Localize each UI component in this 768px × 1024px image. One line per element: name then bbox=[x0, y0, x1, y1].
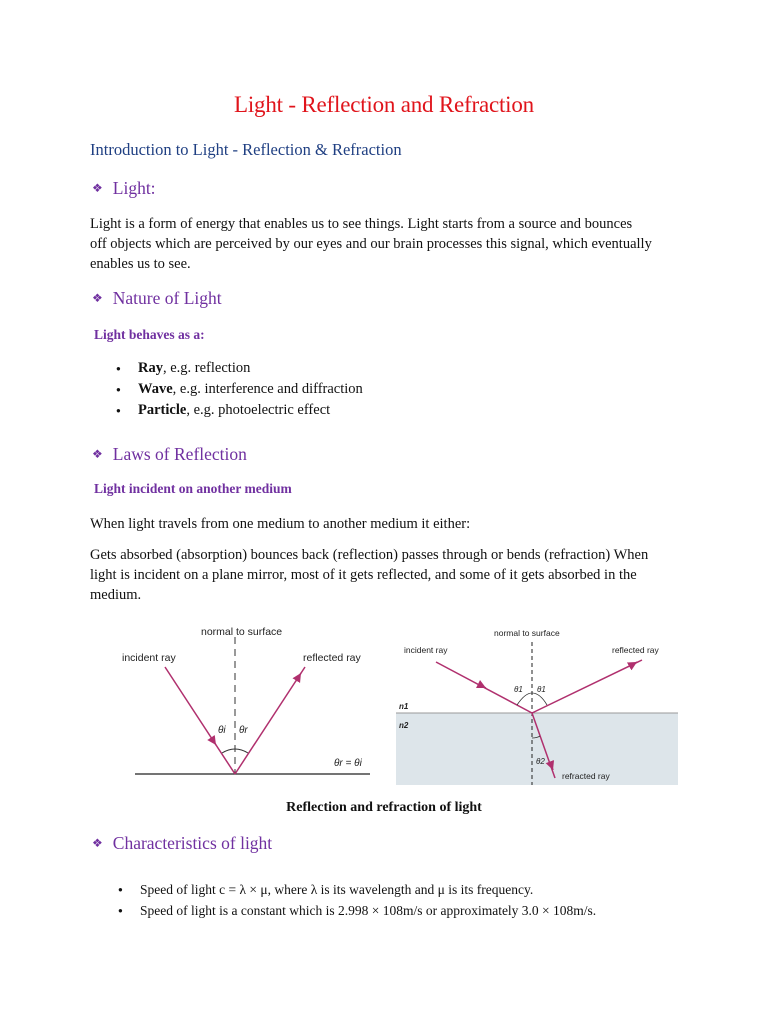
heading-nature-text: Nature of Light bbox=[112, 288, 222, 308]
reflected-label: reflected ray bbox=[303, 652, 361, 664]
characteristics-list bbox=[116, 879, 596, 921]
nature-subhead: Light behaves as a: bbox=[94, 327, 205, 342]
heading-light-text: Light: bbox=[112, 178, 156, 198]
nature-list bbox=[114, 358, 363, 421]
laws-paragraph-1: When light travels from one medium to another medium it either: bbox=[90, 516, 471, 532]
reflected-label: reflected ray bbox=[612, 645, 659, 655]
heading-light bbox=[92, 178, 156, 199]
light-paragraph-line: off objects which are perceived by our eyes and our brain processes this signal, which eventually bbox=[90, 236, 652, 252]
heading-laws bbox=[92, 444, 247, 465]
list-item: ● Speed of light c = λ × μ, where λ is its wavelength and μ is its frequency. bbox=[116, 879, 596, 900]
diamond-bullet-icon: ❖ bbox=[92, 447, 103, 461]
reflected-ray bbox=[235, 667, 305, 774]
diamond-bullet-icon: ❖ bbox=[92, 291, 103, 305]
light-paragraph-line: enables us to see. bbox=[90, 256, 191, 272]
medium-2-region bbox=[396, 713, 678, 785]
reflected-ray-arrow-icon bbox=[296, 673, 301, 681]
n2-label: n2 bbox=[399, 721, 409, 730]
incident-ray bbox=[165, 667, 235, 774]
theta-1-label: θ1 bbox=[514, 685, 523, 694]
light-paragraph-line: Light is a form of energy that enables us to see things. Light starts from a source and bounces bbox=[90, 216, 633, 232]
laws-subhead: Light incident on another medium bbox=[94, 481, 292, 496]
laws-paragraph-2 bbox=[90, 545, 690, 605]
theta-i-label: θi bbox=[218, 725, 226, 736]
list-item: ● Wave, e.g. interference and diffraction bbox=[114, 379, 363, 400]
theta-2-label: θ2 bbox=[536, 757, 545, 766]
incident-ray-arrow-icon bbox=[212, 739, 216, 745]
heading-characteristics-text: Characteristics of light bbox=[112, 833, 273, 853]
list-item: ● Speed of light is a constant which is 2.998 × 108m/s or approximately 3.0 × 108m/s. bbox=[116, 900, 596, 921]
list-item: ● Ray, e.g. reflection bbox=[114, 358, 363, 379]
incident-label: incident ray bbox=[122, 652, 176, 664]
normal-label: normal to surface bbox=[494, 628, 560, 638]
diamond-bullet-icon: ❖ bbox=[92, 181, 103, 195]
figure-caption: Reflection and refraction of light bbox=[286, 800, 482, 815]
n1-label: n1 bbox=[399, 702, 409, 711]
heading-laws-text: Laws of Reflection bbox=[112, 444, 247, 464]
theta-1r-label: θ1 bbox=[537, 685, 546, 694]
page-subtitle: Introduction to Light - Reflection & Refraction bbox=[90, 140, 402, 159]
page-title: Light - Reflection and Refraction bbox=[234, 92, 534, 117]
laws-paragraph-line: light is incident on a plane mirror, most of it gets reflected, and some of it gets absorbed in the bbox=[90, 567, 637, 583]
heading-characteristics bbox=[92, 833, 272, 854]
theta-r-label: θr bbox=[239, 725, 248, 736]
reflection-diagram bbox=[100, 615, 380, 785]
heading-nature bbox=[92, 288, 222, 309]
refraction-diagram bbox=[396, 620, 678, 785]
list-item: ● Particle, e.g. photoelectric effect bbox=[114, 400, 363, 421]
refracted-label: refracted ray bbox=[562, 771, 610, 781]
incident-label: incident ray bbox=[404, 645, 448, 655]
normal-label: normal to surface bbox=[201, 626, 283, 638]
diamond-bullet-icon: ❖ bbox=[92, 836, 103, 850]
laws-paragraph-line: medium. bbox=[90, 587, 142, 603]
reflection-equation: θr = θi bbox=[334, 758, 362, 769]
light-paragraph bbox=[90, 214, 652, 274]
laws-paragraph-line: Gets absorbed (absorption) bounces back (reflection) passes through or bends (refraction) When bbox=[90, 547, 649, 563]
